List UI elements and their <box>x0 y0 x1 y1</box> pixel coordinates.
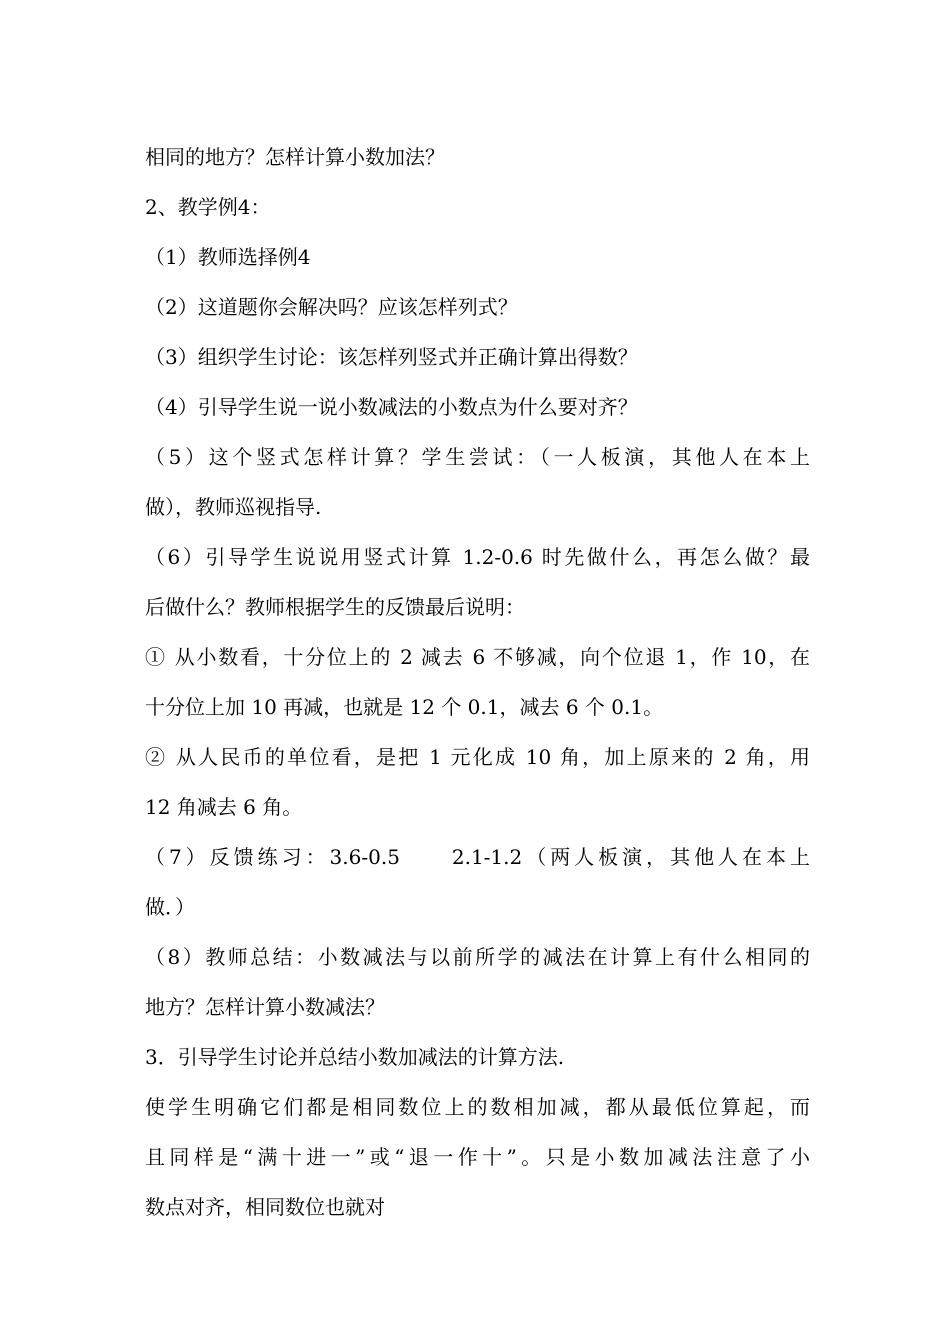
text-line: （6）引导学生说说用竖式计算 1.2-0.6 时先做什么，再怎么做？最 <box>145 545 810 569</box>
text-line: （1）教师选择例4 <box>145 245 311 269</box>
section-heading: 2、教学例4： <box>145 195 271 219</box>
text-line: 且同样是“满十进一”或“退一作十”。只是小数加减法注意了小 <box>145 1145 810 1169</box>
text-line: （2）这道题你会解决吗？应该怎样列式？ <box>145 295 518 319</box>
text-line: 使学生明确它们都是相同数位上的数相加减，都从最低位算起，而 <box>145 1095 810 1119</box>
text-line: 数点对齐，相同数位也就对 <box>145 1195 385 1219</box>
document-body <box>145 132 810 1232</box>
text-line: 12 角减去 6 角。 <box>145 795 303 819</box>
text-line: 地方？怎样计算小数减法？ <box>145 995 385 1019</box>
text-line: 做），教师巡视指导. <box>145 495 322 519</box>
text-line: 十分位上加 10 再减，也就是 12 个 0.1，减去 6 个 0.1。 <box>145 695 664 719</box>
text-line: （8）教师总结：小数减法与以前所学的减法在计算上有什么相同的 <box>145 945 810 969</box>
text-line: 做．） <box>145 895 195 919</box>
text-line: ② 从人民币的单位看，是把 1 元化成 10 角，加上原来的 2 角，用 <box>145 745 810 769</box>
text-line: 相同的地方？怎样计算小数加法？ <box>145 145 445 169</box>
text-line: （4）引导学生说一说小数减法的小数点为什么要对齐？ <box>145 395 638 419</box>
section-heading: 3．引导学生讨论并总结小数加减法的计算方法. <box>145 1045 565 1069</box>
text-line: ① 从小数看，十分位上的 2 减去 6 不够减，向个位退 1，作 10，在 <box>145 645 810 669</box>
text-line: 后做什么？教师根据学生的反馈最后说明： <box>145 595 525 619</box>
text-line: （5）这个竖式怎样计算？学生尝试：（一人板演，其他人在本上 <box>145 445 810 469</box>
text-line: （3）组织学生讨论：该怎样列竖式并正确计算出得数？ <box>145 345 638 369</box>
text-line: （7）反馈练习：3.6-0.5 2.1-1.2（两人板演，其他人在本上 <box>145 845 810 869</box>
